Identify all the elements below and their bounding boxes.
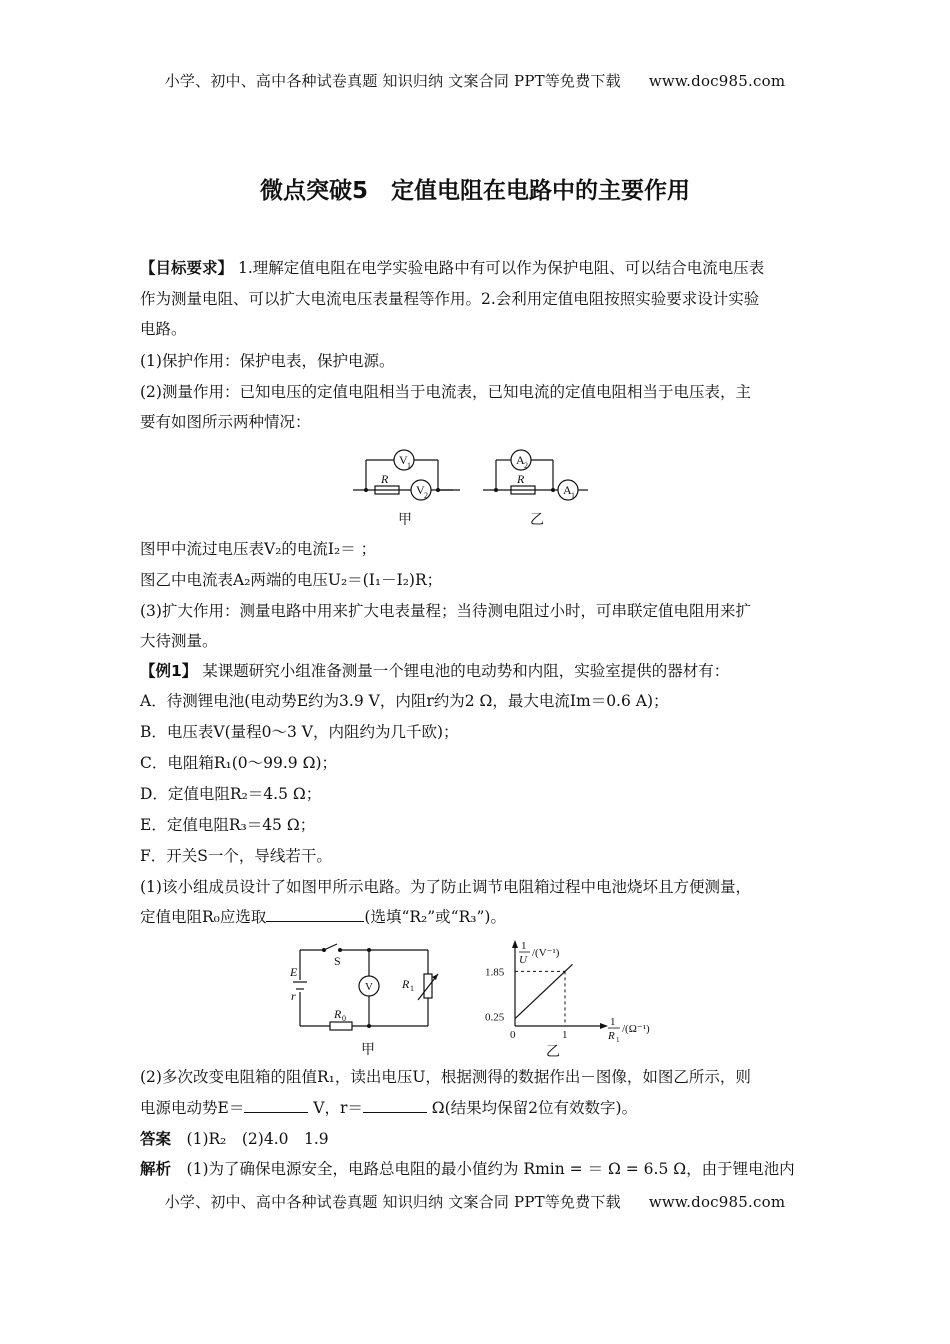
question-2-pre: 电源电动势E＝ bbox=[140, 1099, 245, 1117]
footer-site-link[interactable]: www.doc985.com bbox=[648, 1193, 786, 1211]
point-measure-b: 要有如图所示两种情况： bbox=[140, 413, 311, 431]
question-1-a: (1)该小组成员设计了如图甲所示电路。为了防止调节电阻箱过程中电池烧坏且方便测量， bbox=[140, 878, 751, 896]
option-a: A．待测锂电池(电动势E约为3.9 V，内阻r约为2 Ω，最大电流Im＝0.6 A)； bbox=[140, 692, 669, 710]
voltmeter-label: V bbox=[365, 981, 373, 993]
a1-sub: 1 bbox=[571, 491, 575, 500]
data-line bbox=[515, 964, 573, 1018]
goal-text-1: 1.理解定值电阻在电学实验电路中有可以作为保护电阻、可以结合电流电压表 bbox=[237, 259, 765, 277]
point-protect: (1)保护作用：保护电表，保护电源。 bbox=[140, 352, 395, 370]
r-label-jia: R bbox=[381, 472, 389, 486]
fig-yi-label: 乙 bbox=[530, 513, 544, 528]
x-tick-1: 1 bbox=[562, 1029, 568, 1041]
circuit-diagram bbox=[290, 938, 440, 1060]
formula-jia: 图甲中流过电压表V₂的电流I₂＝ ； bbox=[140, 540, 377, 558]
r-label-yi: R bbox=[517, 472, 525, 486]
question-1-b bbox=[140, 906, 506, 928]
header-site-link[interactable]: www.doc985.com bbox=[648, 72, 786, 90]
x-unit: /(Ω⁻¹) bbox=[622, 1023, 650, 1035]
y-label-den: U bbox=[519, 954, 527, 966]
question-2-b bbox=[140, 1097, 637, 1119]
answer-blank-r bbox=[363, 1098, 427, 1113]
point-expand-b: 大待测量。 bbox=[140, 632, 218, 650]
y-unit: /(V⁻¹) bbox=[532, 947, 560, 959]
answer-text: (1)R₂ (2)4.0 1.9 bbox=[186, 1130, 329, 1148]
answer-blank-e bbox=[244, 1098, 308, 1113]
answer-label: 答案 bbox=[140, 1130, 172, 1148]
y-axis-arrow bbox=[512, 940, 518, 948]
goal-line-2: 作为测量电阻、可以扩大电流电压表量程等作用。2.会利用定值电阻按照实验要求设计实验 bbox=[140, 290, 760, 308]
x-label-den: R bbox=[608, 1030, 615, 1042]
v2-sub: 2 bbox=[424, 491, 428, 500]
question-2-a: (2)多次改变电阻箱的阻值R₁，读出电压U，根据测得的数据作出－图像，如图乙所示，则 bbox=[140, 1068, 751, 1086]
graph-chart bbox=[480, 934, 665, 1060]
analysis-label: 解析 bbox=[140, 1160, 172, 1178]
emf-label: E bbox=[290, 965, 298, 979]
example-intro bbox=[140, 660, 729, 682]
page-footer bbox=[0, 1191, 950, 1212]
page-header bbox=[0, 70, 950, 91]
point-measure-a: (2)测量作用：已知电压的定值电阻相当于电流表，已知电流的定值电阻相当于电压表，主 bbox=[140, 383, 751, 401]
a2-label: A bbox=[516, 453, 525, 467]
r0-label: R bbox=[334, 1007, 342, 1021]
question-1-post: (选填“R₂”或“R₃”)。 bbox=[364, 908, 506, 926]
meter-figures bbox=[348, 446, 593, 532]
goal-line-3: 电路。 bbox=[140, 320, 187, 338]
option-b: B．电压表V(量程0～3 V，内阻约为几千欧)； bbox=[140, 723, 459, 741]
v1-label: V bbox=[399, 453, 408, 467]
x-axis-arrow bbox=[600, 1023, 608, 1029]
y-label-num: 1 bbox=[521, 940, 527, 952]
r0-sub: 0 bbox=[342, 1014, 346, 1023]
formula-yi: 图乙中电流表A₂两端的电压U₂＝(I₁－I₂)R； bbox=[140, 571, 443, 589]
a1-label: A bbox=[563, 483, 572, 497]
header-text: 小学、初中、高中各种试卷真题 知识归纳 文案合同 PPT等免费下载 bbox=[164, 72, 621, 90]
x-label-sub: 1 bbox=[616, 1036, 620, 1044]
v1-sub: 1 bbox=[407, 461, 411, 470]
question-2-post: Ω(结果均保留2位有效数字)。 bbox=[426, 1099, 638, 1117]
internal-r-label: r bbox=[291, 989, 296, 1003]
v2-label: V bbox=[416, 483, 425, 497]
option-d: D．定值电阻R₂＝4.5 Ω； bbox=[140, 785, 322, 803]
analysis-line bbox=[140, 1158, 795, 1180]
question-2-mid: V，r＝ bbox=[308, 1099, 363, 1117]
switch-label: S bbox=[334, 954, 341, 968]
goal-tag: 【目标要求】 bbox=[140, 259, 234, 277]
y-tick-1-85: 1.85 bbox=[485, 966, 505, 979]
question-1-pre: 定值电阻R₀应选取 bbox=[140, 908, 267, 926]
fig-jia-label: 甲 bbox=[398, 513, 412, 528]
option-e: E．定值电阻R₃＝45 Ω； bbox=[140, 816, 316, 834]
point-expand-a: (3)扩大作用：测量电路中用来扩大电表量程；当待测电阻过小时，可串联定值电阻用来扩 bbox=[140, 602, 751, 620]
x-tick-0: 0 bbox=[510, 1029, 516, 1041]
r1-label: R bbox=[402, 977, 410, 991]
answer-line bbox=[140, 1128, 329, 1150]
option-c: C．电阻箱R₁(0～99.9 Ω)； bbox=[140, 754, 337, 772]
graph-caption: 乙 bbox=[546, 1045, 560, 1060]
page-title: 微点突破5 定值电阻在电路中的主要作用 bbox=[259, 178, 690, 204]
x-label-num: 1 bbox=[610, 1016, 616, 1028]
option-f: F．开关S一个，导线若干。 bbox=[140, 847, 332, 865]
r1-sub: 1 bbox=[410, 984, 414, 993]
footer-text: 小学、初中、高中各种试卷真题 知识归纳 文案合同 PPT等免费下载 bbox=[164, 1193, 621, 1211]
answer-blank-r0 bbox=[266, 907, 364, 922]
goal-line-1 bbox=[140, 257, 764, 279]
circuit-caption: 甲 bbox=[361, 1043, 375, 1058]
example-tag: 【例1】 bbox=[140, 662, 198, 680]
analysis-text: (1)为了确保电源安全，电路总电阻的最小值约为 Rmin = ＝ Ω = 6.5 Ω，由于锂电池内 bbox=[186, 1160, 795, 1178]
example-intro-text: 某课题研究小组准备测量一个锂电池的电动势和内阻，实验室提供的器材有： bbox=[202, 662, 730, 680]
y-tick-0-25: 0.25 bbox=[485, 1011, 505, 1024]
a2-sub: 2 bbox=[524, 461, 528, 470]
